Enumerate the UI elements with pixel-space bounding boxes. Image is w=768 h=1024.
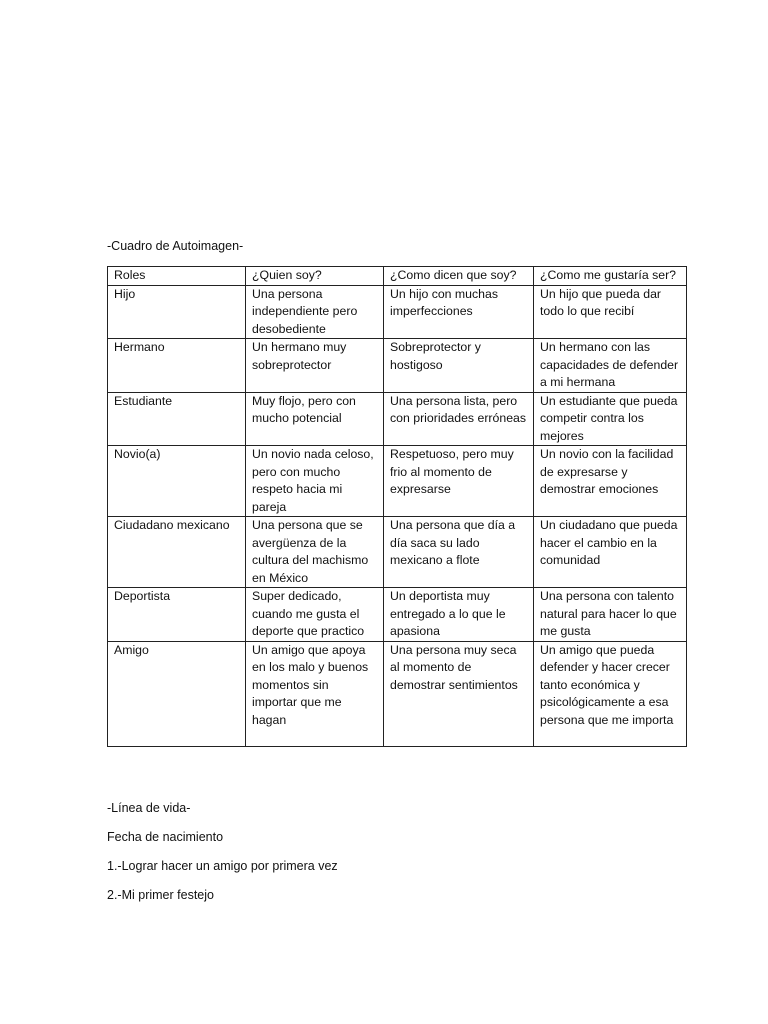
header-quien-soy: ¿Quien soy?: [246, 267, 384, 286]
table-row: [108, 641, 687, 746]
cell-como-gustaria: Un hijo que pueda dar todo lo que recibí: [534, 285, 687, 339]
cell-quien-soy: Super dedicado, cuando me gusta el deporte que practico: [246, 588, 384, 642]
cell-quien-soy: Una persona independiente pero desobediente: [246, 285, 384, 339]
cell-role: Hermano: [108, 339, 246, 393]
table-row: [108, 517, 687, 588]
cell-como-gustaria: Un estudiante que pueda competir contra los mejores: [534, 392, 687, 446]
header-roles: Roles: [108, 267, 246, 286]
cell-como-dicen: Una persona muy seca al momento de demostrar sentimientos: [384, 641, 534, 746]
timeline-birth: Fecha de nacimiento: [107, 830, 224, 844]
cell-como-dicen: Un deportista muy entregado a lo que le apasiona: [384, 588, 534, 642]
cell-quien-soy: Una persona que se avergüenza de la cultura del machismo en México: [246, 517, 384, 588]
timeline-heading: -Línea de vida-: [107, 801, 191, 815]
cell-como-dicen: Una persona lista, pero con prioridades erróneas: [384, 392, 534, 446]
cell-quien-soy: Un novio nada celoso, pero con mucho respeto hacia mi pareja: [246, 446, 384, 517]
cell-como-gustaria: Una persona con talento natural para hacer lo que me gusta: [534, 588, 687, 642]
cell-role: Ciudadano mexicano: [108, 517, 246, 588]
cell-role: Estudiante: [108, 392, 246, 446]
cell-quien-soy: Un hermano muy sobreprotector: [246, 339, 384, 393]
cell-quien-soy: Un amigo que apoya en los malo y buenos momentos sin importar que me hagan: [246, 641, 384, 746]
self-image-table: [107, 266, 687, 747]
cell-como-dicen: Respetuoso, pero muy frio al momento de expresarse: [384, 446, 534, 517]
header-como-dicen: ¿Como dicen que soy?: [384, 267, 534, 286]
cell-como-dicen: Una persona que día a día saca su lado mexicano a flote: [384, 517, 534, 588]
timeline-item: 1.-Lograr hacer un amigo por primera vez: [107, 859, 338, 873]
table-row: [108, 588, 687, 642]
timeline-item: 2.-Mi primer festejo: [107, 888, 214, 902]
table-header-row: [108, 267, 687, 286]
cell-como-gustaria: Un ciudadano que pueda hacer el cambio en la comunidad: [534, 517, 687, 588]
cell-role: Hijo: [108, 285, 246, 339]
table-row: [108, 285, 687, 339]
cell-como-dicen: Un hijo con muchas imperfecciones: [384, 285, 534, 339]
cell-como-gustaria: Un hermano con las capacidades de defender a mi hermana: [534, 339, 687, 393]
cell-como-gustaria: Un amigo que pueda defender y hacer crecer tanto económica y psicológicamente a esa persona que me importa: [534, 641, 687, 746]
cell-como-gustaria: Un novio con la facilidad de expresarse y demostrar emociones: [534, 446, 687, 517]
table-row: [108, 446, 687, 517]
table-row: [108, 339, 687, 393]
cell-role: Deportista: [108, 588, 246, 642]
table-heading: -Cuadro de Autoimagen-: [107, 239, 244, 253]
cell-quien-soy: Muy flojo, pero con mucho potencial: [246, 392, 384, 446]
table-row: [108, 392, 687, 446]
header-como-gustaria: ¿Como me gustaría ser?: [534, 267, 687, 286]
cell-como-dicen: Sobreprotector y hostigoso: [384, 339, 534, 393]
cell-role: Novio(a): [108, 446, 246, 517]
cell-role: Amigo: [108, 641, 246, 746]
